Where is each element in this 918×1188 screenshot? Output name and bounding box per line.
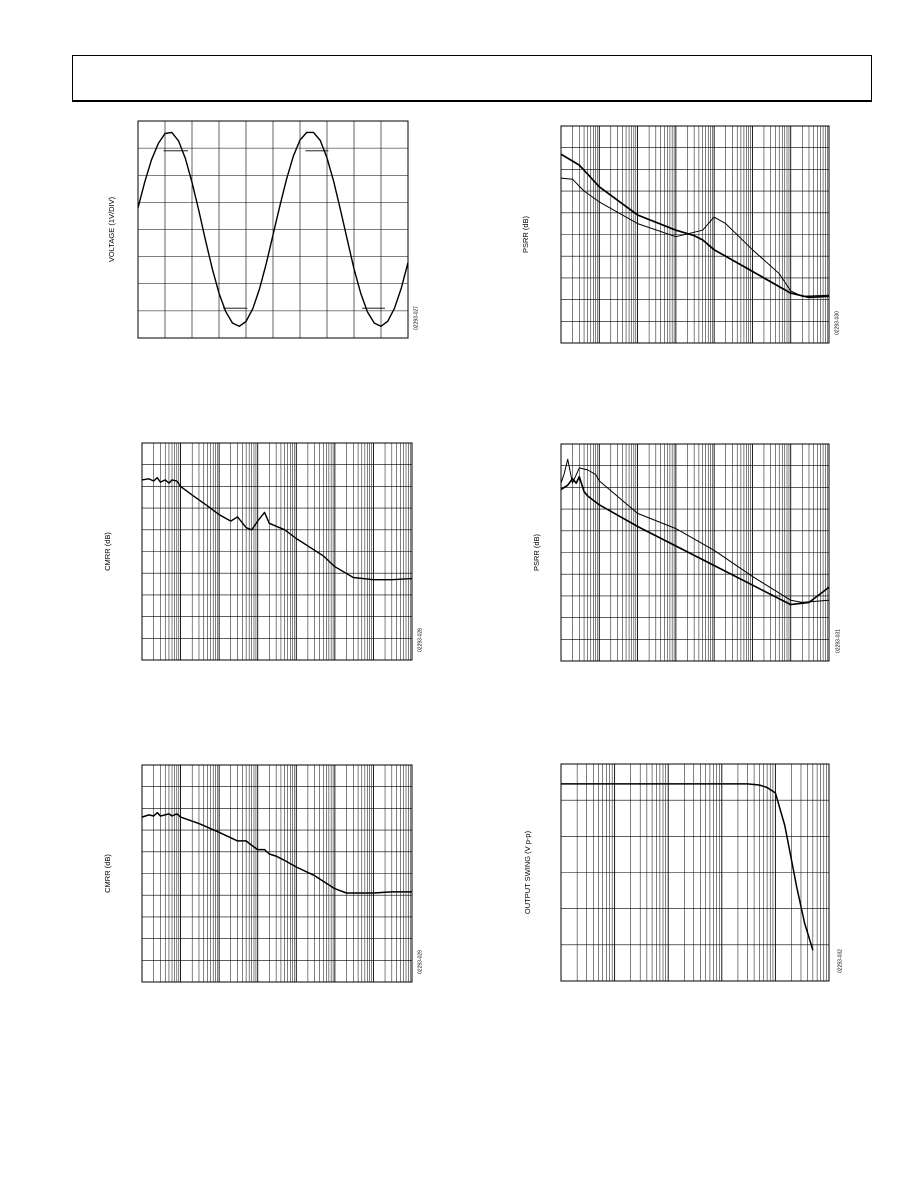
cmrr-chart-2 xyxy=(98,762,423,987)
y-axis-label: VOLTAGE (1V/DIV) xyxy=(106,196,116,263)
figure-id: 02293-032 xyxy=(837,949,844,973)
psrr-chart-1 xyxy=(515,123,845,348)
y-axis-label: PSRR (dB) xyxy=(520,215,530,254)
figure-id: 02293-028 xyxy=(417,628,424,652)
cmrr-chart-1 xyxy=(100,440,425,665)
figure-id: 02293-030 xyxy=(834,311,841,335)
figure-id: 02293-031 xyxy=(835,629,842,653)
y-axis-label: OUTPUT SWING (V p-p) xyxy=(522,830,532,915)
y-axis-label: CMRR (dB) xyxy=(102,532,112,571)
figure-id: 02293-029 xyxy=(417,950,424,974)
y-axis-label: PSRR (dB) xyxy=(531,533,541,572)
figure-id: 02293-027 xyxy=(413,306,420,330)
voltage-chart xyxy=(100,118,420,343)
page-header-box xyxy=(72,55,872,102)
output-swing-chart xyxy=(516,761,846,986)
psrr-chart-2 xyxy=(515,441,845,666)
y-axis-label: CMRR (dB) xyxy=(102,854,112,893)
